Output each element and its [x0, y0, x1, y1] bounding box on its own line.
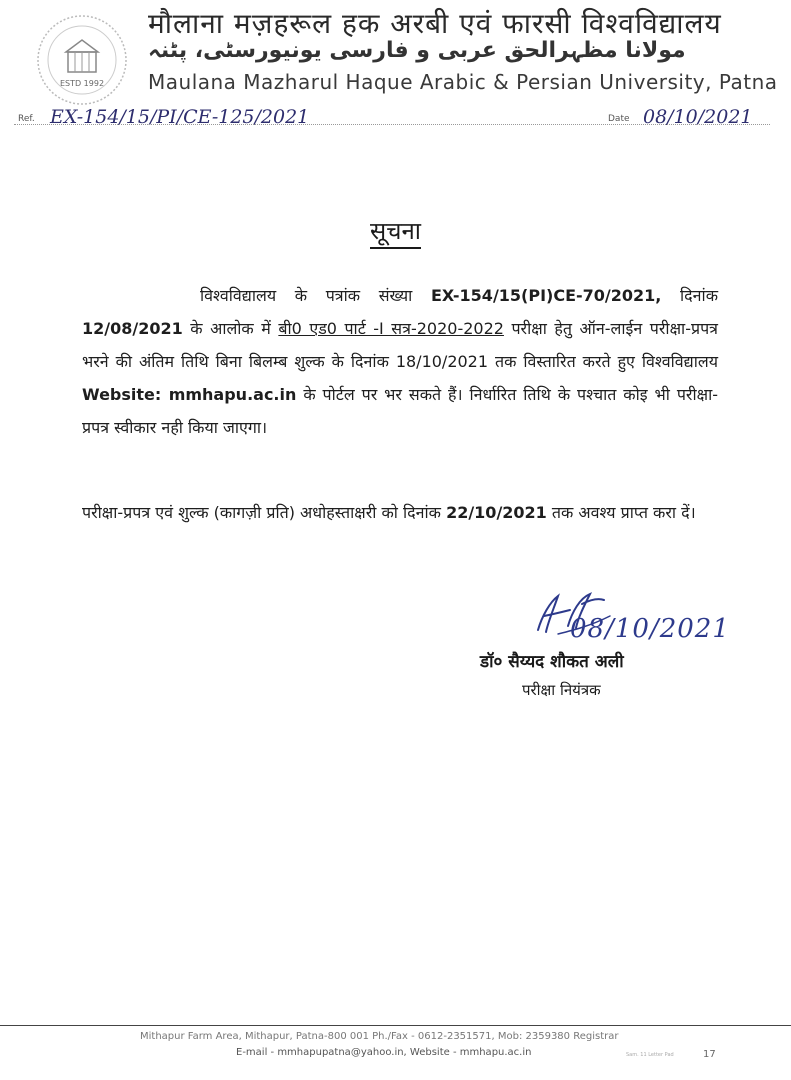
reference-row — [18, 106, 768, 132]
header-divider — [14, 124, 770, 125]
para1-text-2: दिनांक — [661, 286, 718, 305]
signatory-name: डॉ० सैय्यद शौकत अली — [480, 652, 624, 672]
submission-deadline: 22/10/2021 — [446, 503, 547, 522]
notice-title — [0, 214, 791, 247]
letter-date: 08/10/2021 — [643, 106, 753, 128]
svg-text:ESTD 1992: ESTD 1992 — [59, 79, 105, 88]
ref-label: Ref. — [18, 114, 35, 124]
footer-contact: E-mail - mmhapupatna@yahoo.in, Website - mmhapu.ac.in — [236, 1047, 532, 1058]
para2-text-1: परीक्षा-प्रपत्र एवं शुल्क (कागज़ी प्रति) अधोहस्ताक्षरी को दिनांक — [82, 503, 447, 522]
footer-page-number: 17 — [703, 1049, 716, 1060]
website-reference: Website: mmhapu.ac.in — [82, 385, 297, 404]
footer-address: Mithapur Farm Area, Mithapur, Patna-800 001 Ph./Fax - 0612-2351571, Mob: 2359380 Registrar — [140, 1031, 619, 1042]
signatory-designation: परीक्षा नियंत्रक — [522, 681, 601, 699]
ref-number: EX-154/15/PI/CE-125/2021 — [50, 106, 310, 128]
para2-text-2: तक अवश्य प्राप्त करा दें। — [546, 503, 696, 522]
university-name-hindi: मौलाना मज़हरूल हक अरबी एवं फारसी विश्वविद्यालय — [148, 7, 722, 40]
university-name-urdu: مولانا مظہرالحق عربی و فارسی یونیورسٹی، پٹنہ — [148, 38, 686, 63]
course-session: बी0 एड0 पार्ट -I सत्र-2020-2022 — [278, 319, 504, 338]
circular-reference-number: EX-154/15(PI)CE-70/2021, — [430, 286, 662, 305]
para1-text-4: परीक्षा हेतु ऑन-लाईन परीक्षा-प्रपत्र भरने की अंतिम तिथि बिना बिलम्ब शुल्क के दिनांक 18/10/2021 तक विस्तारित करते हुए विश्वविद्यालय — [82, 319, 718, 371]
university-name-english: Maulana Mazharul Haque Arabic & Persian University, Patna — [148, 70, 778, 94]
notice-paragraph-1 — [82, 279, 718, 444]
signature-date: 08/10/2021 — [570, 614, 730, 644]
date-label: Date — [608, 114, 630, 124]
circular-date: 12/08/2021 — [82, 319, 183, 338]
university-seal-logo — [34, 12, 130, 108]
para1-text-5: के पोर्टल पर भर सकते हैं। निर्धारित तिथि के पश्चात कोइ भी परीक्षा-प्रपत्र स्वीकार नही किया जाएगा। — [82, 385, 718, 437]
para1-text-3: के आलोक में — [182, 319, 279, 338]
footer-small-print: Sam. 11 Letter Pad — [626, 1052, 674, 1058]
footer-divider — [0, 1025, 791, 1026]
notice-title-text: सूचना — [370, 217, 421, 249]
para1-text-1: विश्वविद्यालय के पत्रांक संख्या — [200, 286, 431, 305]
notice-paragraph-2 — [82, 496, 718, 529]
